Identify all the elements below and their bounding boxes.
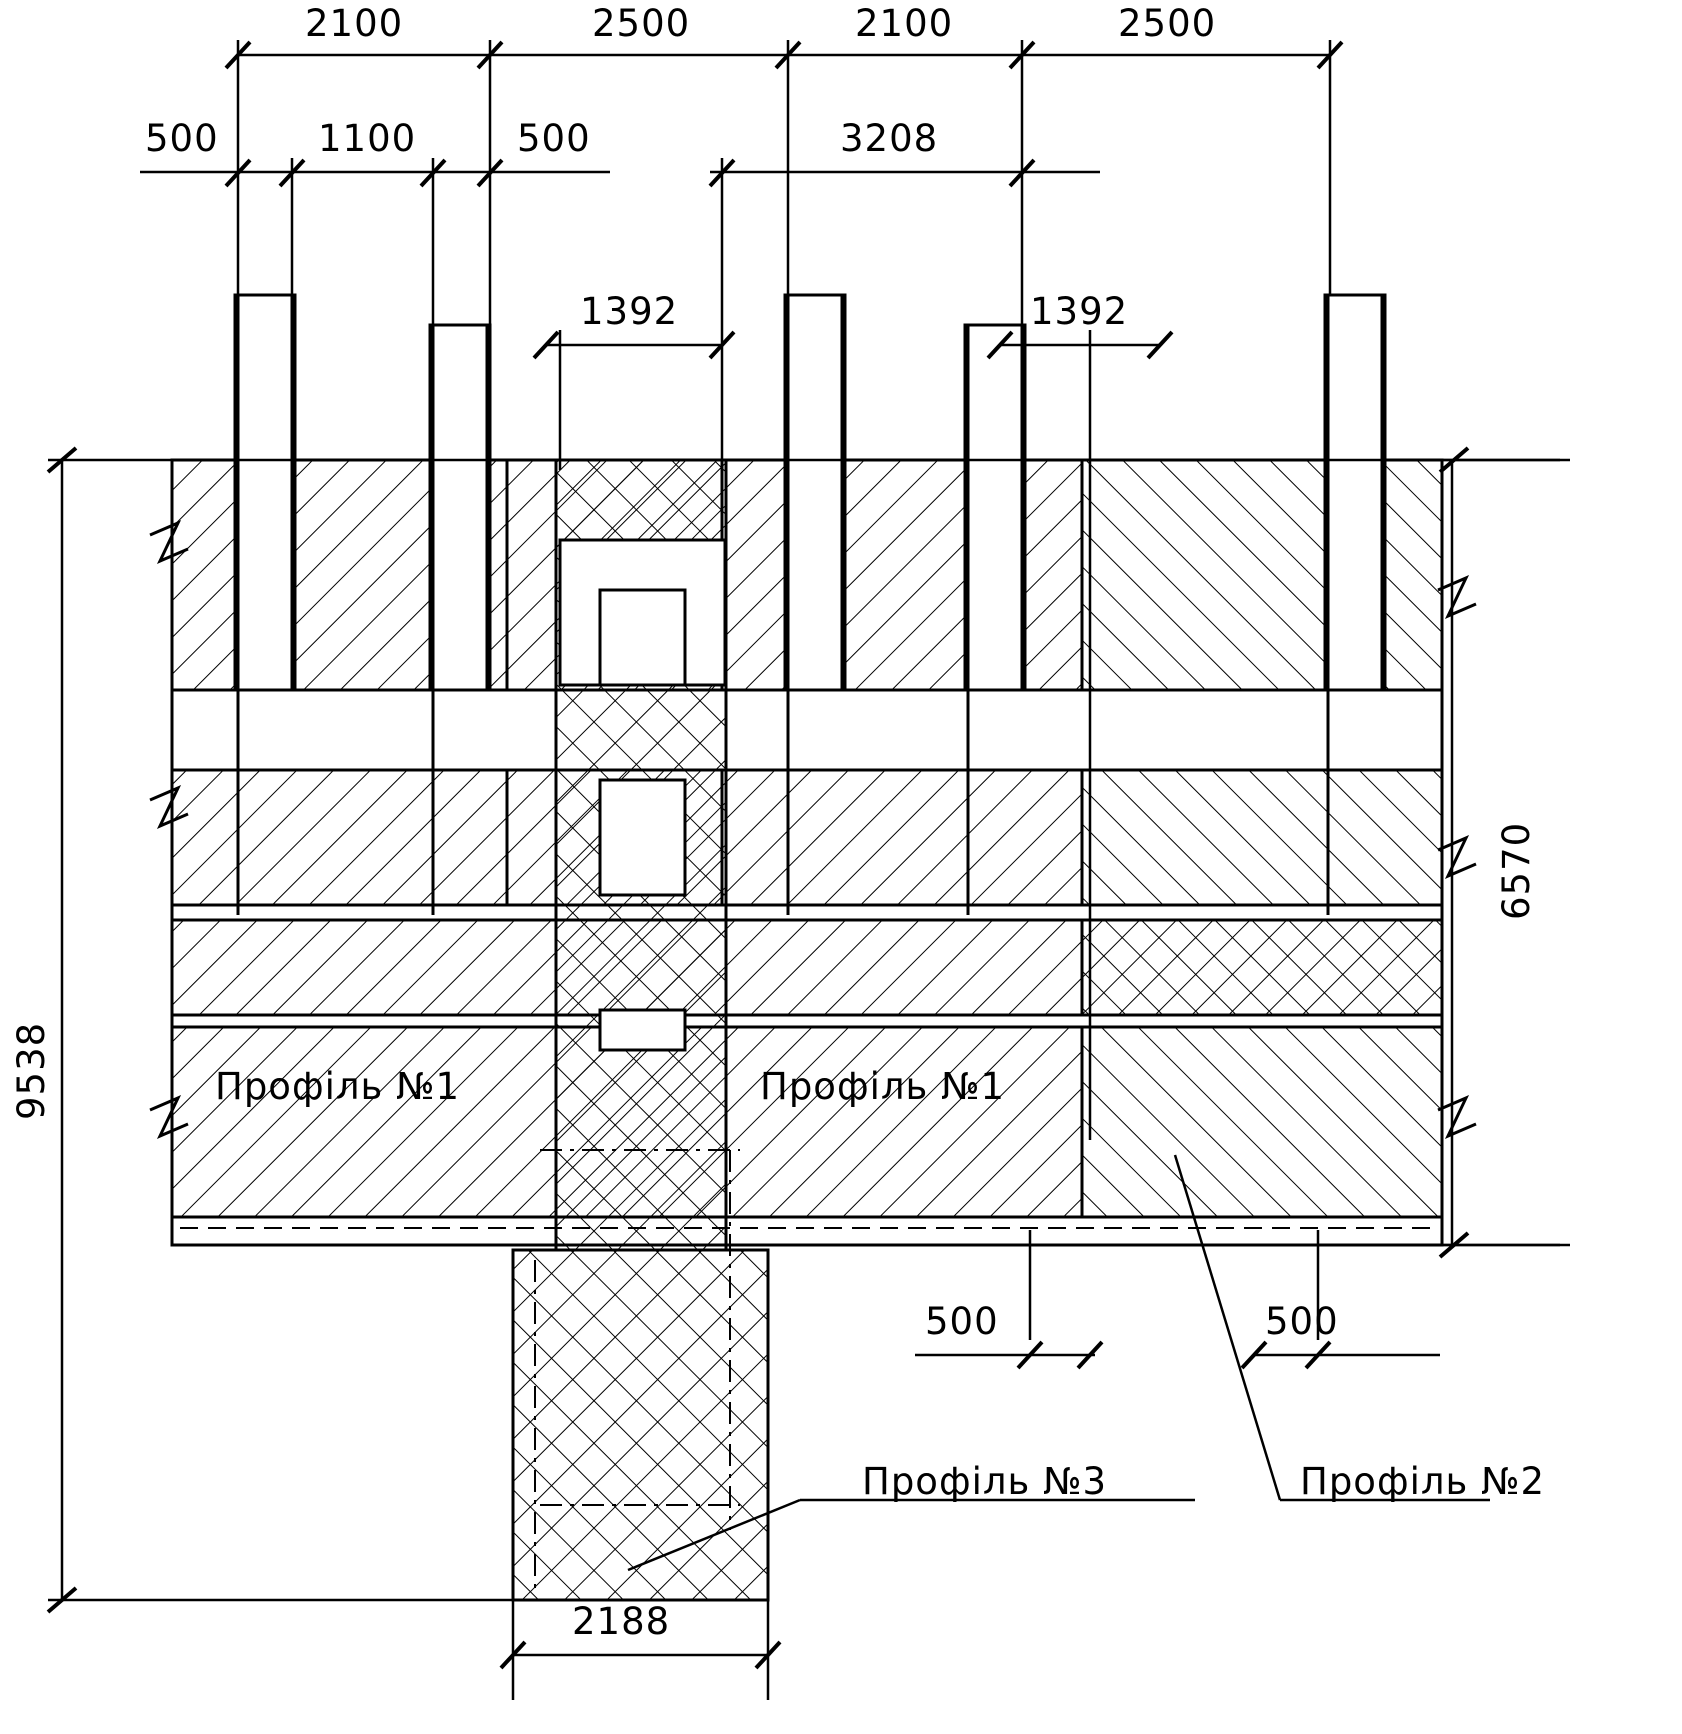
label-profile2: Профіль №2 — [1300, 1460, 1546, 1503]
dim-inner-2: 1392 — [1030, 290, 1129, 333]
dim-top1-4: 2500 — [1118, 2, 1217, 45]
dim-right-vertical: 6570 — [1495, 821, 1538, 920]
dim-inner-1: 1392 — [580, 290, 679, 333]
dim-top1-1: 2100 — [305, 2, 404, 45]
label-profile1-right: Профіль №1 — [760, 1065, 1006, 1108]
dim-top2-2: 1100 — [318, 117, 417, 160]
dim-left-vertical: 9538 — [10, 1021, 53, 1120]
dim-lower-1: 500 — [925, 1300, 999, 1343]
dim-bottom: 2188 — [572, 1600, 671, 1643]
dim-top2-1: 500 — [145, 117, 219, 160]
dim-top2-3: 500 — [517, 117, 591, 160]
dim-top1-3: 2100 — [855, 2, 954, 45]
dim-top1-2: 2500 — [592, 2, 691, 45]
label-profile3: Профіль №3 — [862, 1460, 1108, 1503]
dim-top2-4: 3208 — [840, 117, 939, 160]
dim-lower-2: 500 — [1265, 1300, 1339, 1343]
label-profile1-left: Профіль №1 — [215, 1065, 461, 1108]
